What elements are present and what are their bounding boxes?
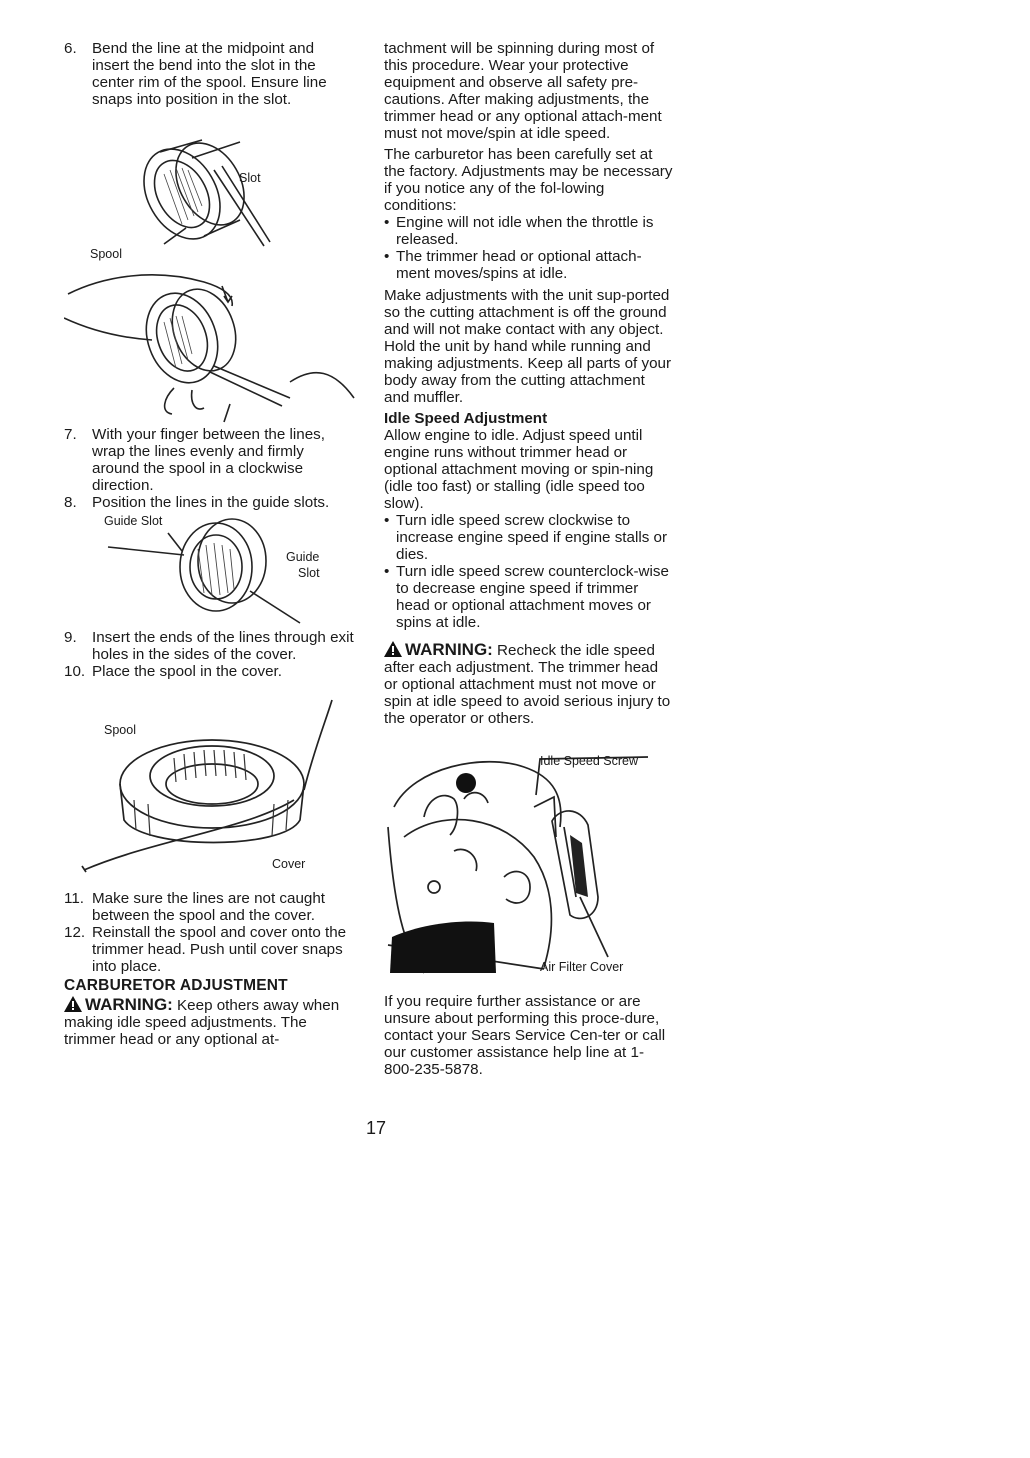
section-title: CARBURETOR ADJUSTMENT (64, 977, 288, 994)
spool-slot-illustration (64, 108, 354, 266)
step-number: 7. (64, 426, 77, 443)
step-text: Position the lines in the guide slots. (92, 494, 330, 511)
spool-cover-figure (64, 680, 354, 890)
warning-triangle-icon (64, 996, 82, 1012)
wrap-line-figure (64, 266, 354, 426)
slot-label: Slot (298, 566, 320, 580)
step-12 (64, 924, 354, 975)
guide-slot-figure (64, 511, 354, 629)
idle-adjust-list (384, 512, 674, 631)
step-text: Insert the ends of the lines through exit holes in the sides of the cover. (92, 629, 354, 663)
paragraph-idle: Allow engine to idle. Adjust speed until engine runs without trimmer head or optional attachment moving or spin-ning (idle too fast) or stalling (idle speed too slow). (384, 427, 654, 512)
list-item: • The trimmer head or optional attach-ment moves/spins at idle. (384, 248, 642, 282)
step-number: 10. (64, 663, 86, 680)
paragraph-assistance: If you require further assistance or are unsure about performing this proce-dure, contact your Sears Service Cen-ter or call our customer assistance help line at 1-800-235-5878. (384, 993, 666, 1078)
step-number: 6. (64, 40, 77, 57)
idle-speed-heading: Idle Speed Adjustment (384, 410, 548, 427)
right-column (384, 40, 674, 1082)
warning-recheck (384, 641, 674, 727)
list-item: • Engine will not idle when the throttle is released. (384, 214, 654, 248)
step-text: With your finger between the lines, wrap the lines evenly and firmly around the spool in a clockwise direction. (92, 426, 325, 494)
step-number: 12. (64, 924, 86, 941)
list-item: • Turn idle speed screw clockwise to increase engine speed if engine stalls or dies. (384, 512, 668, 563)
guide-label: Guide (286, 550, 320, 564)
spool-in-cover-illustration (64, 680, 354, 890)
warning-text: Keep others away when making idle speed adjustments. The trimmer head or any optional at- (64, 997, 340, 1048)
step-number: 11. (64, 890, 84, 907)
air-filter-cover-label: Air Filter Cover (540, 960, 624, 974)
step-8 (64, 494, 354, 511)
step-number: 8. (64, 494, 77, 511)
engine-carburetor-illustration (384, 747, 674, 979)
step-text: Bend the line at the midpoint and insert the bend into the slot in the center rim of the spool. Ensure line snaps into position in the slot. (92, 40, 327, 108)
warning-label: WARNING: (405, 640, 493, 659)
step-text: Reinstall the spool and cover onto the trimmer head. Push until cover snaps into place. (92, 924, 347, 975)
paragraph-support-unit: Make adjustments with the unit sup-ported so the cutting attachment is off the ground and will not make contact with any object. Hold the unit by hand while running and making adjustments. Keep all parts of your body away from the cutting attachment and muffler. (384, 287, 672, 406)
conditions-list (384, 214, 674, 282)
cover-label: Cover (272, 857, 306, 871)
step-text: Place the spool in the cover. (92, 663, 282, 680)
slot-label: Slot (239, 171, 261, 185)
guide-slot-left-label: Guide Slot (104, 514, 163, 528)
step-6 (64, 40, 354, 108)
warning-carburetor (64, 996, 354, 1048)
warning-triangle-icon (384, 641, 402, 657)
idle-speed-screw-label: Idle Speed Screw (540, 754, 638, 768)
step-11 (64, 890, 354, 924)
paragraph-factory-set: The carburetor has been carefully set at the factory. Adjustments may be necessary if you notice any of the fol-lowing conditions: (384, 146, 673, 214)
spool-label: Spool (104, 723, 136, 737)
step-10 (64, 663, 354, 680)
spool-label: Spool (90, 247, 122, 261)
spool-slot-figure (64, 108, 354, 266)
step-9 (64, 629, 354, 663)
paragraph-safety: tachment will be spinning during most of this procedure. Wear your protective equipment and observe all safety pre-cautions. After making adjustments, the trimmer head or any optional attach-ment must not move/spin at idle speed. (384, 40, 662, 142)
warning-label: WARNING: (85, 995, 173, 1014)
page-number: 17 (366, 1118, 387, 1138)
list-item: • Turn idle speed screw counterclock-wise to decrease engine speed if trimmer head or optional attachment moves or spins at idle. (384, 563, 669, 631)
step-text: Make sure the lines are not caught between the spool and the cover. (92, 890, 326, 924)
warning-text: Recheck the idle speed after each adjustment. The trimmer head or optional attachment must not move or spin at idle speed to avoid serious injury to the operator or others. (384, 642, 671, 727)
step-7 (64, 426, 354, 494)
engine-figure (384, 747, 674, 979)
hand-wrapping-spool-illustration (64, 266, 364, 426)
left-column (64, 40, 354, 1048)
step-number: 9. (64, 629, 77, 646)
